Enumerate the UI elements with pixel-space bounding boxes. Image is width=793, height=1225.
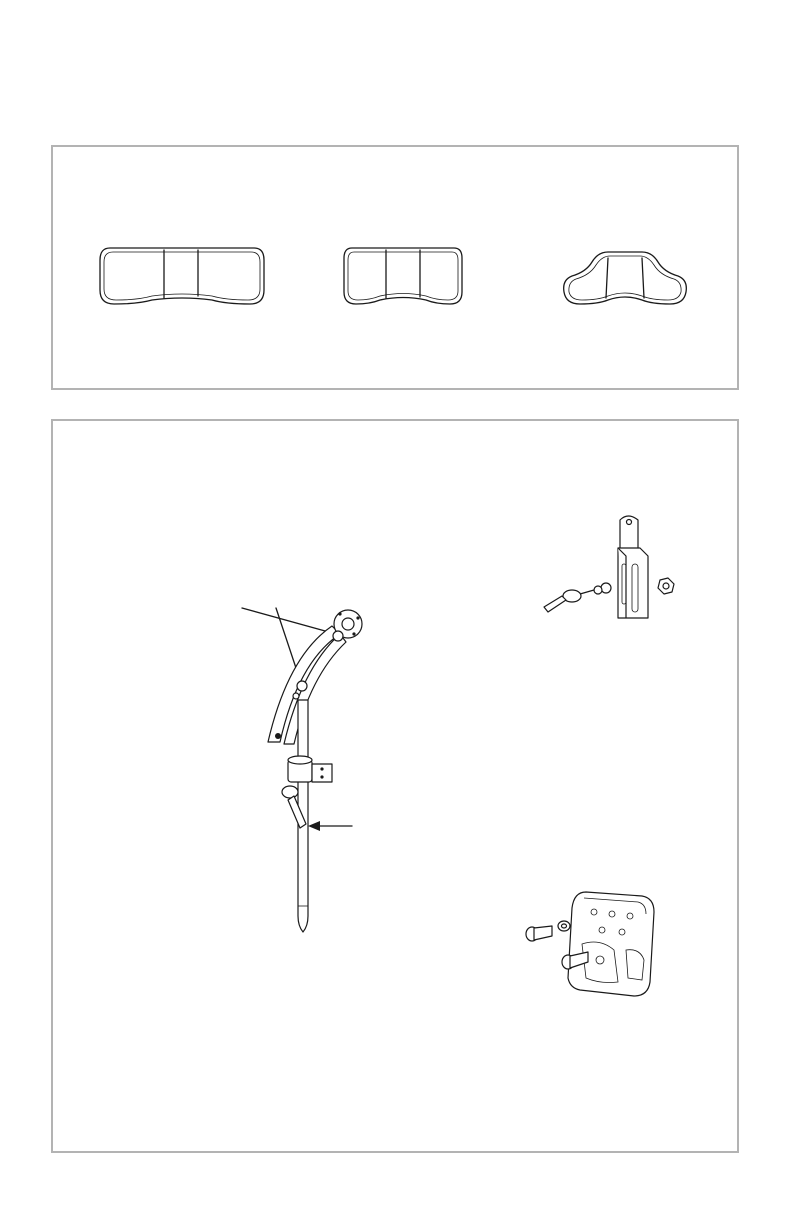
contoured-pad-illustration (560, 248, 690, 314)
mounting-bracket-illustration (528, 510, 688, 622)
wide-pad-illustration (96, 244, 268, 310)
mounting-plate-illustration (520, 886, 660, 1004)
medium-pad-illustration (340, 244, 466, 310)
headrest-post-assembly-illustration (236, 596, 376, 932)
